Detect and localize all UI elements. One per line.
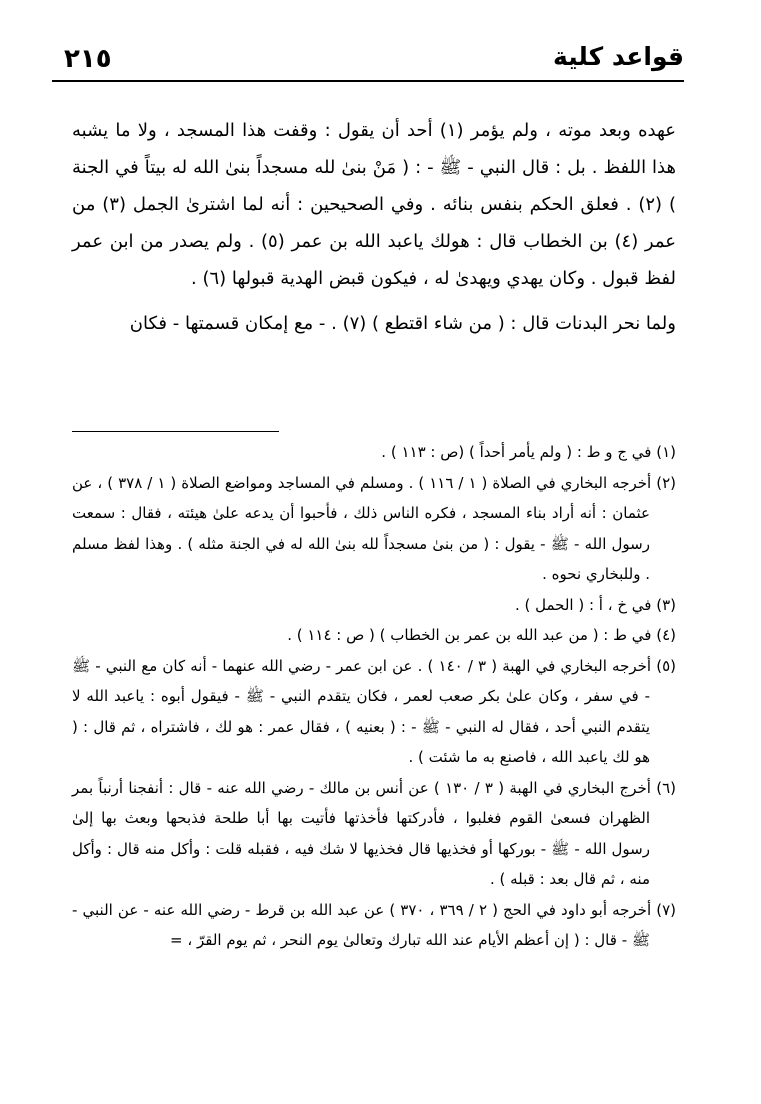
body-paragraph: ولما نحر البدنات قال : ( من شاء اقتطع ) (٧) . - مع إمكان قسمتها - فكان [129,313,676,334]
running-title: قواعد كلية [553,42,684,71]
footnote-2: (٢) أخرجه البخاري في الصلاة ( ١ / ١١٦ ) . ومسلم في المساجد ومواضع الصلاة ( ١ / ٣٧٨ ) ، عن عثمان : أنه أراد بناء المسجد ، فكره الناس ذلك ، فأحبوا أن يدعه علىٰ هيئته ، فقال : سمعت رسول الله - ﷺ - يقول : ( من بنىٰ مسجداً لله بنىٰ الله له في الجنة مثله ) . وهذا لفظ مسلم . وللبخاري نحوه . [72,473,676,583]
main-text [72,112,676,342]
footnote-divider [72,431,279,432]
page-number: ٢١٥ [64,44,112,74]
page-header [52,40,684,80]
header-divider [52,80,684,82]
footnote-7: (٧) أخرجه أبو داود في الحج ( ٢ / ٣٦٩ ، ٣٧٠ ) عن عبد الله بن قرط - رضي الله عنه - عن النبي - ﷺ - قال : ( إن أعظم الأيام عند الله تبارك وتعالىٰ يوم النحر ، ثم يوم القرّ ، = [72,900,676,949]
footnote-6: (٦) أخرج البخاري في الهبة ( ٣ / ١٣٠ ) عن أنس بن مالك - رضي الله عنه - قال : أنفجنا أرنباً بمر الظهران فسعىٰ القوم فغلبوا ، فأدركتها فأخذتها فأتيت بها أبا طلحة فذبحها وبعث بها إلىٰ رسول الله - ﷺ - بوركها أو فخذيها قال فخذيها لا شك فيه ، فقبله قلت : وأكل منه قال : وأكل منه ، ثم قال بعد : قبله ) . [72,778,677,888]
footnotes [72,437,676,956]
footnote-5: (٥) أخرجه البخاري في الهبة ( ٣ / ١٤٠ ) . عن ابن عمر - رضي الله عنهما - أنه كان مع النبي - ﷺ - في سفر ، وكان علىٰ بكر صعب لعمر ، فكان يتقدم النبي - ﷺ - فيقول أبوه : ياعبد الله لا يتقدم النبي أحد ، فقال له النبي - ﷺ - : ( بعنيه ) ، فقال عمر : هو لك ، فاشتراه ، ثم قال : ( هو لك ياعبد الله ، فاصنع به ما شئت ) . [72,656,676,766]
footnote-4: (٤) في ط : ( من عبد الله بن عمر بن الخطاب ) ( ص : ١١٤ ) . [287,626,676,644]
body-paragraph: عهده وبعد موته ، ولم يؤمر (١) أحد أن يقول : وقفت هذا المسجد ، ولا ما يشبه هذا اللفظ . بل : قال النبي - ﷺ - : ( مَنْ بنىٰ لله مسجداً بنىٰ الله له بيتاً في الجنة ) (٢) . فعلق الحكم بنفس بنائه . وفي الصحيحين : أنه لما اشترىٰ الجمل (٣) من عمر (٤) بن الخطاب قال : هولك ياعبد الله بن عمر (٥) . ولم يصدر من ابن عمر لفظ قبول . وكان يهدي ويهدىٰ له ، فيكون قبض الهدية قبولها (٦) . [72,120,677,289]
footnote-1: (١) في ج و ط : ( ولم يأمر أحداً ) (ص : ١١٣ ) . [381,443,676,461]
footnote-3: (٣) في خ ، أ : ( الحمل ) . [514,595,676,614]
